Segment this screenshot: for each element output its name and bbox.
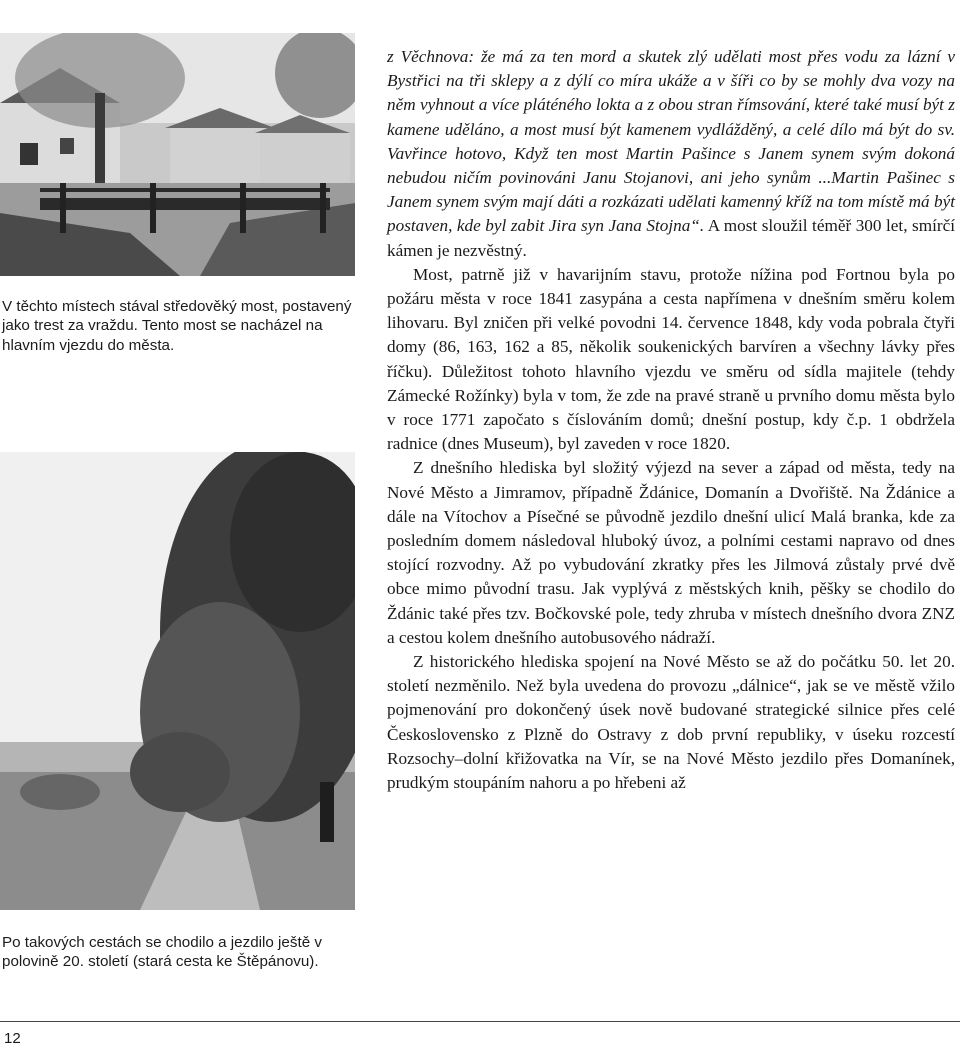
photo-bridge — [0, 33, 355, 276]
paragraph-4: Z historického hlediska spojení na Nové Město se až do počátku 50. let 20. století nezměnilo. Než byla uvedena do provozu „dálnice“, jak se ve městě vžilo pojmenování pro dokončený úsek nově budované strategické silnice přes celé Československo z Plzně do Ostravy z dob první republiky, v úseku rozcestí Rozsochy–dolní křižovatka na Vír, se na Nové Město jezdilo přes Domanínek, prudkým stoupáním nahoru a po hřebeni až — [387, 652, 955, 793]
footer-rule — [0, 1021, 960, 1022]
caption-bridge: V těchto místech stával středověký most, postavený jako trest za vraždu. Tento most se nacházel na hlavním vjezdu do města. — [2, 298, 352, 354]
page-number: 12 — [4, 1030, 21, 1047]
paragraph-1-end: A most sloužil téměř 300 let, smírčí kámen je nezvěstný. — [387, 216, 955, 260]
caption-old-road: Po takových cestách se chodilo a jezdilo ještě v polovině 20. století (stará cesta ke Štěpánovu). — [2, 934, 322, 971]
paragraph-2: Most, patrně již v havarijním stavu, protože nížina pod Fortnou byla po požáru města v roce 1841 zasypána a cesta napřímena v dnešním směru kolem lihovaru. Byl zničen při velké povodni 14. července 1848, kdy voda pobrala čtyři domy (86, 163, 162 a 85, několik soukenických barvíren a všechny lávky přes říčku). Důležitost tohoto hlavního vjezdu ve směru od sídla majitele (tehdy Zámecké Rožínky) byla v tom, že zde na pravé straně u prvního domu města bylo v roce 1771 započato s číslováním domů; dnešní postup, kdy č.p. 1 obdržela radnice (dnes Museum), byl zaveden v roce 1820. — [387, 264, 955, 454]
paragraph-1 — [387, 45, 955, 263]
photo-old-road — [0, 452, 355, 910]
body-text — [387, 45, 955, 795]
quote-italic-b: Vavřince hotovo, Když ten most Martin Pašince s Janem synem svým dokoná nebudou ničím povinováni Janu Stojanovi, ani jeho synům ...Martin Pašinec s Janem synem svým mají dáti a rozkázati udělati kamenný kříž na tom místě má být postaven, kde byl zabit Jira syn Jana Stojna“. — [387, 143, 955, 236]
paragraph-3: Z dnešního hlediska byl složitý výjezd na sever a západ od města, tedy na Nové Město a Jimramov, případně Ždánice, Domanín a Dvořiště. Na Ždánice a dále na Vítochov a Písečné se původně jezdilo dnešní ulicí Malá branka, kde za posledním domem následoval hluboký úvoz, a polními cestami napravo od dnes stojící rozvodny. Až po vybudování zkratky přes les Jilmová zůstaly prvé dvě obce mimo původní trasu. Jak vyplývá z městských knih, pěšky se chodilo do Ždánic také přes tzv. Bočkovské pole, tedy zhruba v místech dnešního dvora ZNZ a cestou kolem dnešního autobusového nádraží. — [387, 458, 955, 647]
quote-italic-a: z Věchnova: že má za ten mord a skutek zlý udělati most přes vodu za lázní v Bystřici na tři sklepy a z dýlí co míra ukáže a v šíři co by se mohly dva vozy na něm vyhnout a více pláténého lokta a z obou stran římsování, které také musí být z kamene uděláno, a most musí být kamenem vydlážděný, a celé dílo má být do sv. — [387, 47, 955, 139]
